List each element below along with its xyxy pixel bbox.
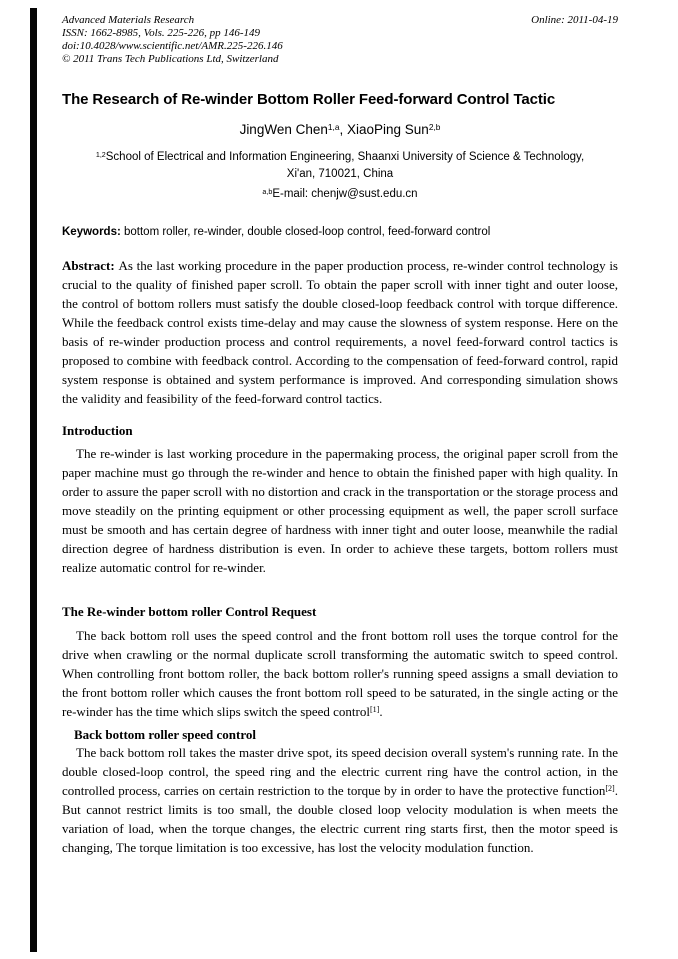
section-heading-introduction: Introduction (62, 423, 133, 438)
authors-line: JingWen Chen$^{1,a}$, XiaoPing Sun$^{2,b}$ (239, 122, 441, 137)
copyright-line: © 2011 Trans Tech Publications Ltd, Switzerland (62, 53, 279, 65)
doi-line: doi:10.4028/www.scientific.net/AMR.225-226.146 (62, 40, 283, 52)
control-request-paragraph: The back bottom roll uses the speed control and the front bottom roll uses the torque control for the drive when crawling or the normal duplicate scroll transforming the automatic switch to speed control. When controlling front bottom roller, the back bottom roller's running speed assigns a small deviation to the front bottom roller which causes the front bottom roll speed to be saturated, in the single acting or the re-winder has the time which slips switch the speed control[1]. (62, 628, 618, 719)
journal-name: Advanced Materials Research (62, 14, 195, 26)
online-date: Online: 2011-04-19 (531, 14, 618, 26)
email-line: $^{a,b}$E-mail: chenjw@sust.edu.cn (262, 187, 418, 200)
keywords-label: Keywords: (62, 226, 124, 238)
abstract-label: Abstract: (62, 258, 119, 273)
subsection-heading-speed-control: Back bottom roller speed control (74, 727, 256, 742)
paper-content (62, 14, 618, 857)
abstract-text: As the last working procedure in the paper production process, re-winder control technology is crucial to the quality of finished paper scroll. To obtain the paper scroll with inner tight and outer loose, the control of bottom rollers must satisfy the double closed-loop feedback control with torque difference. While the feedback control exists time-delay and may cause the slowness of system response. Here on the basis of re-winder production process and control requirements, a novel feed-forward control tactics is proposed to combine with feedback control. According to the compensation of feed-forward control, rapid system response is obtained and system performance is improved. And corresponding simulation shows the validity and feasibility of the feed-forward control tactics. (62, 258, 618, 406)
keywords-text: bottom roller, re-winder, double closed-loop control, feed-forward control (124, 226, 491, 238)
paper-title: The Research of Re-winder Bottom Roller Feed-forward Control Tactic (62, 91, 556, 108)
introduction-paragraph: The re-winder is last working procedure in the papermaking process, the original paper scroll from the paper machine must go through the re-winder and hence to obtain the finished paper with high quality. In order to assure the paper scroll with no distortion and crack in the transportation or the storage process and move steadily on the printing equipment or other processing equipment as well, the paper scroll surface must be smooth and has certain degree of hardness with inner tight and outer loose, meanwhile the radial direction degree of hardness distribution is even. In order to achieve these targets, bottom rollers must realize automatic control for re-winder. (62, 446, 618, 575)
scan-edge-bar (30, 8, 37, 952)
abstract-paragraph (62, 256, 618, 408)
speed-control-paragraph: The back bottom roll takes the master drive spot, its speed decision overall system's running rate. In the double closed-loop control, the speed ring and the electric current ring have the control action, in the controlled process, carries on certain restriction to the torque by in order to have the protective function[2]. But cannot restrict limits is too small, the double closed loop velocity modulation is when meets the variation of load, when the torque changes, the electric current ring starts first, then the motor speed is changing, The torque limitation is too excessive, has lost the velocity modulation function. (62, 745, 618, 855)
section-heading-control-request: The Re-winder bottom roller Control Request (62, 604, 317, 619)
affiliation-line-1: $^{1,2}$School of Electrical and Information Engineering, Shaanxi University of Science & Technology, (95, 150, 585, 163)
affiliation-line-2: Xi'an, 710021, China (286, 168, 394, 180)
journal-header-left (62, 14, 283, 66)
issn-line: ISSN: 1662-8985, Vols. 225-226, pp 146-149 (62, 27, 260, 39)
journal-header (62, 14, 618, 66)
keywords-line (62, 225, 618, 240)
